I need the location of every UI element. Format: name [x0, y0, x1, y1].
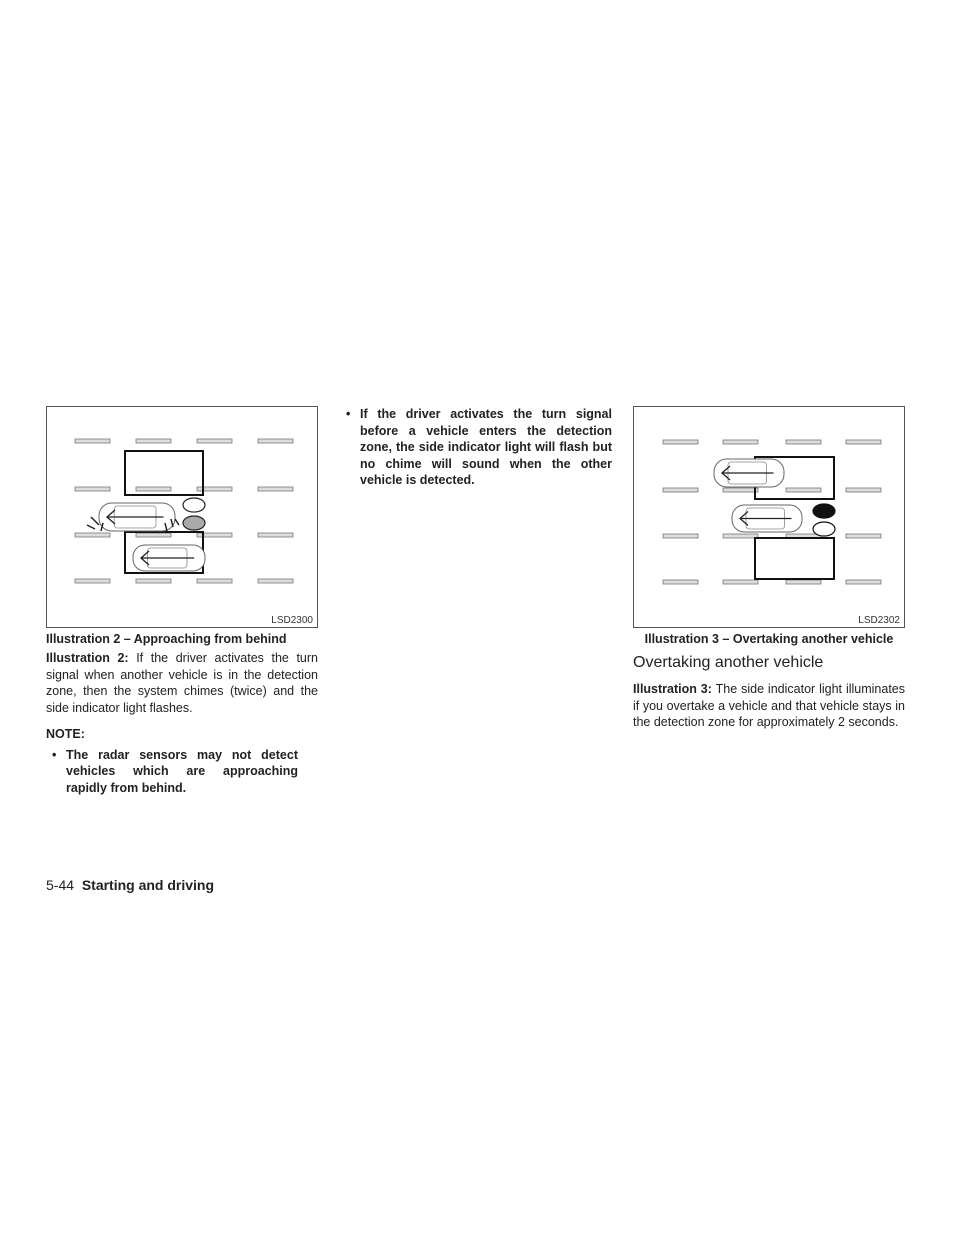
indicator-light-off [813, 522, 835, 536]
lane-marking [136, 487, 171, 491]
lane-marking [663, 440, 698, 444]
lane-marking [197, 439, 232, 443]
page-number: 5-44 [46, 877, 75, 893]
car-icon [732, 505, 802, 532]
lane-marking [723, 488, 758, 492]
lead-label: Illustration 3: [633, 682, 712, 696]
lane-marking [136, 533, 171, 537]
lane-marking [75, 439, 110, 443]
lead-label: Illustration 2: [46, 651, 129, 665]
lane-marking [786, 440, 821, 444]
lane-marking [663, 534, 698, 538]
figure-caption: Illustration 2 – Approaching from behind [46, 632, 287, 646]
column-3 [633, 632, 905, 741]
note-bullet [46, 747, 298, 797]
lane-marking [723, 534, 758, 538]
paragraph-illustration-3 [633, 681, 905, 731]
lane-marking [846, 534, 881, 538]
figure-code: LSD2302 [858, 615, 900, 626]
figure-caption: Illustration 3 – Overtaking another vehicle [644, 632, 894, 646]
lane-marking [75, 487, 110, 491]
lane-marking [258, 533, 293, 537]
lane-marking [723, 580, 758, 584]
bullet-text: The radar sensors may not detect vehicles which are approaching rapidly from behind. [66, 747, 298, 795]
car-icon [133, 545, 205, 571]
lane-marking [846, 580, 881, 584]
bullet-text: If the driver activates the turn signal before a vehicle enters the detection zone, the side indicator light will flash but no chime will sound when the other vehicle is detected. [360, 407, 612, 487]
turn-signal-bullet [340, 406, 612, 489]
bullet-icon: • [52, 747, 57, 762]
column-2 [340, 406, 612, 489]
lane-marking [663, 488, 698, 492]
indicator-light-on [813, 504, 835, 518]
column-1 [46, 632, 318, 796]
body-text: The side indicator light illuminates if you overtake a vehicle and that vehicle stays in the detection zone for approximately 2 seconds. [633, 682, 906, 729]
lane-marking [846, 488, 881, 492]
indicator-light-flashing [183, 516, 205, 530]
lane-marking [75, 579, 110, 583]
section-heading: Overtaking another vehicle [633, 654, 824, 671]
lane-marking [786, 580, 821, 584]
lane-marking [136, 579, 171, 583]
lane-marking [258, 579, 293, 583]
lane-marking [136, 439, 171, 443]
lane-marking [786, 488, 821, 492]
lane-marking [197, 579, 232, 583]
lane-marking [258, 487, 293, 491]
lane-marking [846, 440, 881, 444]
figure-code: LSD2300 [271, 615, 313, 626]
car-icon [714, 459, 784, 487]
car-icon [99, 503, 175, 531]
illustration-overtaking [633, 406, 905, 628]
diagram-lanes-2 [634, 407, 906, 629]
paragraph-illustration-2 [46, 650, 318, 716]
body-text: If the driver activates the turn signal when another vehicle is in the detection zone, then the system chimes (twice) and the side indicator light flashes. [46, 651, 318, 715]
lane-marking [75, 533, 110, 537]
detection-zone [755, 538, 834, 579]
lane-marking [663, 580, 698, 584]
bullet-icon: • [346, 407, 351, 421]
section-name: Starting and driving [81, 877, 215, 893]
illustration-approaching-from-behind [46, 406, 318, 628]
indicator-light-off [183, 498, 205, 512]
diagram-lanes-1 [47, 407, 319, 629]
lane-marking [723, 440, 758, 444]
page-footer [46, 877, 214, 893]
lane-marking [258, 439, 293, 443]
note-label: NOTE: [46, 727, 85, 741]
